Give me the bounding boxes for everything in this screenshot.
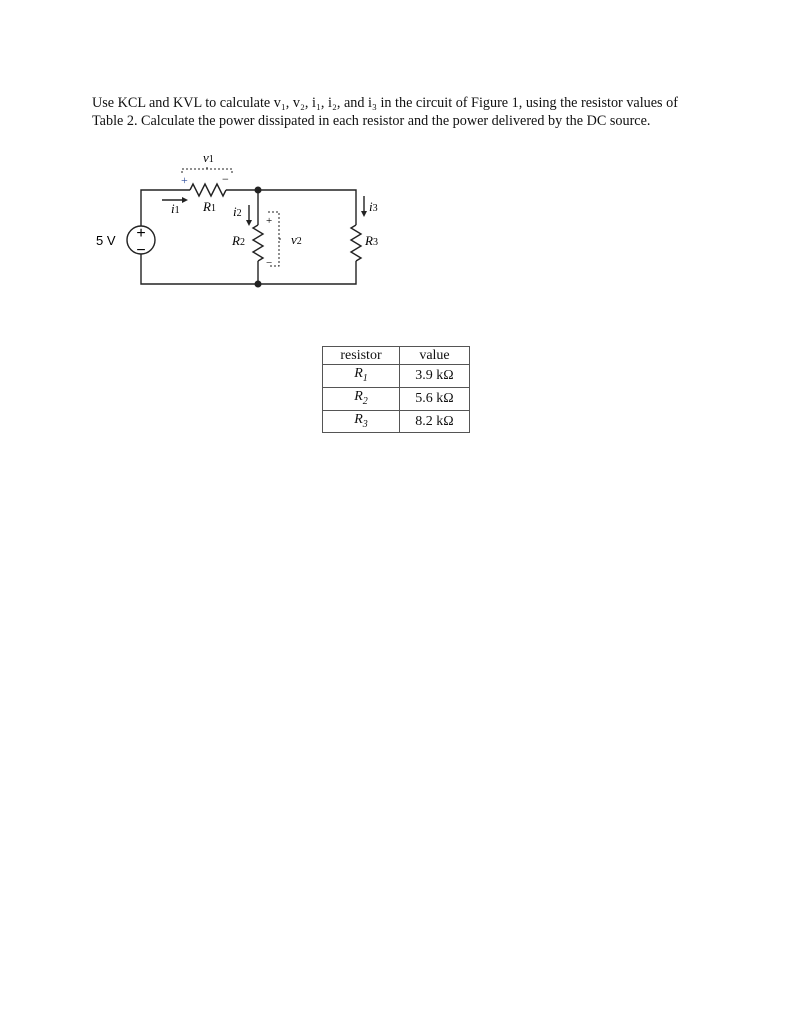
svg-text:i2: i2 xyxy=(233,204,242,219)
node-bottom xyxy=(255,281,262,288)
source-minus: − xyxy=(136,242,146,259)
i2-label: i xyxy=(233,204,237,219)
resistor-r3 xyxy=(351,225,361,261)
i3-label: i xyxy=(369,199,373,214)
wire-top-left xyxy=(141,190,190,226)
v1-plus: + xyxy=(181,173,188,187)
v2-minus: − xyxy=(266,257,273,269)
node-top xyxy=(255,187,262,194)
svg-text:v2: v2 xyxy=(291,232,302,247)
resistor-name: R xyxy=(354,388,363,404)
source-label: 5 V xyxy=(96,233,116,248)
r3-label: R xyxy=(365,233,373,248)
svg-text:R2: R2 xyxy=(232,233,245,248)
wire-top-right xyxy=(226,190,356,225)
resistor-value: 3.9 kΩ xyxy=(400,365,470,388)
table-header-row xyxy=(323,347,470,365)
i1-label: i xyxy=(171,201,175,216)
v1-minus: − xyxy=(222,172,229,186)
resistor-table xyxy=(322,346,470,433)
v1-label: v xyxy=(203,150,209,165)
source-plus: + xyxy=(136,225,146,242)
resistor-r2 xyxy=(253,225,263,261)
svg-text:R3: R3 xyxy=(365,233,378,248)
svg-text:v1: v1 xyxy=(203,150,214,165)
svg-text:i1: i1 xyxy=(171,201,180,216)
header-resistor: resistor xyxy=(323,347,400,365)
resistor-name: R xyxy=(354,411,363,427)
resistor-name: R xyxy=(354,366,363,381)
resistor-r1 xyxy=(190,184,226,196)
v2-plus: + xyxy=(266,215,273,227)
v2-label: v xyxy=(291,232,297,247)
svg-text:i3: i3 xyxy=(369,199,378,214)
table-row: $R_3$ 8.2 kΩ xyxy=(323,410,470,433)
r1-label: R xyxy=(203,199,211,214)
circuit-diagram xyxy=(0,0,791,320)
r2-label: R xyxy=(232,233,240,248)
problem-statement: Use KCL and KVL to calculate v₁, v₂, i₁, i₂, and i₃ in the circuit of Figure 1, using the resistor values of Table 2. Calculate the power dissipated in each resistor and the power delivered by the DC source. xyxy=(92,95,678,129)
header-value: value xyxy=(400,347,470,365)
svg-text:R1: R1 xyxy=(203,199,216,214)
wire-bottom xyxy=(141,254,356,284)
table-row: $R_2$ 5.6 kΩ xyxy=(323,387,470,410)
resistor-value: 8.2 kΩ xyxy=(400,410,470,433)
resistor-value: 5.6 kΩ xyxy=(400,387,470,410)
table-row: $R_1$ 3.9 kΩ xyxy=(323,365,470,388)
